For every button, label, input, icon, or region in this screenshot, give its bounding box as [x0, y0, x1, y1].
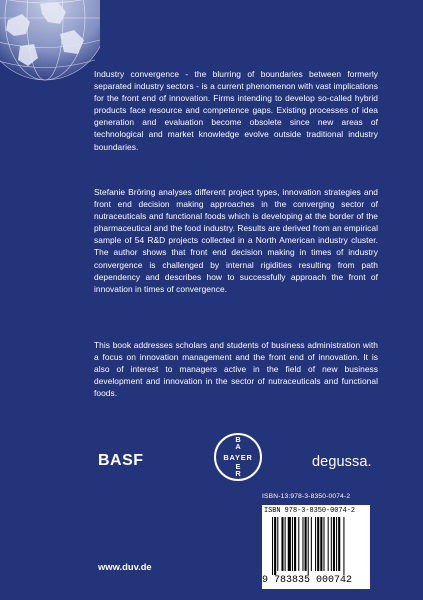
svg-text:A: A [235, 442, 241, 451]
description-paragraph-3: This book addresses scholars and students of business administration with a focus on innovation management and the front end of innovation. It is also of interest to managers active in the field of new business development and innovation in the sector of nutraceuticals and functional foods. [94, 340, 378, 399]
barcode-bar [294, 517, 296, 571]
barcode-bar [311, 517, 312, 571]
publisher-website: www.duv.de [98, 561, 152, 572]
barcode-bar [338, 517, 340, 571]
barcode-bar [336, 517, 337, 571]
barcode-bar [277, 517, 278, 571]
barcode-bar [328, 517, 329, 571]
barcode-bar [285, 517, 286, 571]
basf-logo: BASF [98, 452, 144, 469]
barcode [262, 505, 370, 589]
barcode-isbn-header: ISBN 978-3-8350-0074-2 [264, 507, 355, 515]
barcode-bar [298, 517, 299, 571]
barcode-bar [315, 517, 316, 571]
barcode-bar [317, 517, 319, 571]
barcode-bar [323, 517, 324, 571]
isbn-label: ISBN-13:978-3-8350-0074-2 [262, 493, 351, 500]
barcode-bar [274, 517, 276, 575]
degussa-logo: degussa. [312, 454, 372, 470]
barcode-digits: 9 783835 000742 [262, 575, 353, 586]
description-paragraph-2: Stefanie Bröring analyses different project types, innovation strategies and front end decision making approaches in the converging sector of nutraceuticals and functional foods which is developing at the border of the pharmaceutical and the food industry. Results are derived from an empirical sample of 54 R&D projects collected in a North American industry cluster. The author shows that front end decision making in times of industry convergence is challenged by internal rigidities resulting from path dependency and describes how to successfully approach the front of innovation in times of convergence. [94, 187, 378, 294]
barcode-bar [292, 517, 293, 571]
barcode-bar [343, 517, 344, 575]
bayer-horizontal-text: BAYER [223, 453, 253, 462]
barcode-bar [331, 517, 332, 571]
barcode-bar [305, 517, 307, 571]
barcode-bar [320, 517, 322, 571]
barcode-bar [281, 517, 283, 571]
bayer-cross-logo [213, 432, 263, 482]
svg-text:B: B [235, 435, 241, 444]
barcode-bar [333, 517, 335, 571]
svg-text:R: R [235, 469, 241, 478]
svg-text:E: E [235, 462, 241, 471]
barcode-bar [272, 517, 273, 575]
barcode-bar [308, 517, 309, 575]
barcode-bars [272, 517, 364, 575]
description-paragraph-1: Industry convergence - the blurring of boundaries between formerly separated industry sectors - is a current phenomenon with vast implications for the front end of innovation. Firms intending to develop so-called hybrid products face resource and competence gaps. Existing processes of idea generation and evaluation become obsolete since new areas of technological and market knowledge evolve outside traditional industry boundaries. [94, 69, 378, 152]
barcode-bar [288, 517, 291, 571]
globe-graphic [0, 0, 100, 92]
barcode-bar [302, 517, 303, 571]
